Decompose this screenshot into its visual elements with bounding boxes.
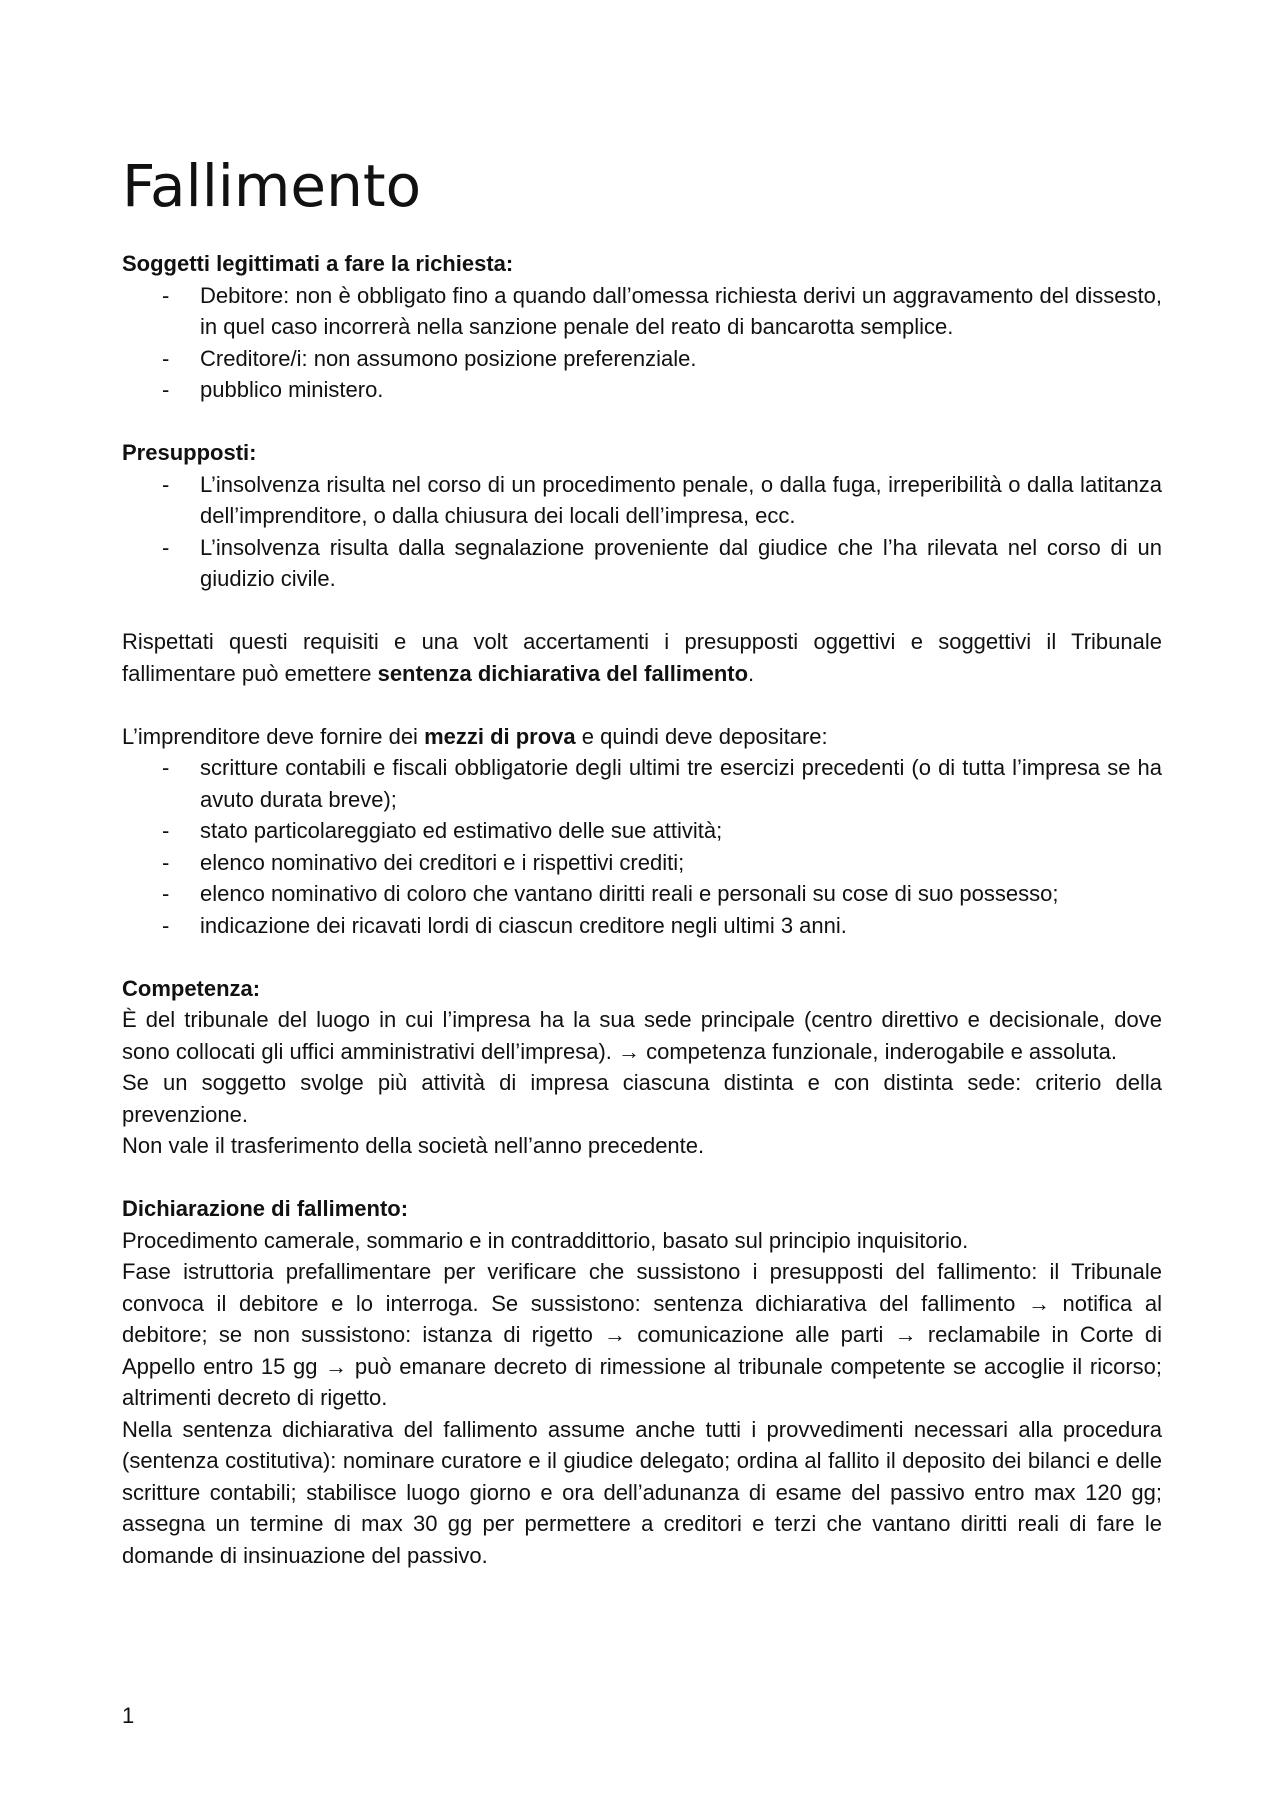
list-item: - elenco nominativo di coloro che vantano diritti reali e personali su cose di suo possesso; (122, 878, 1162, 910)
list-documenti (122, 752, 1162, 941)
paragraph: Se un soggetto svolge più attività di impresa ciascuna distinta e con distinta sede: criterio della prevenzione. (122, 1070, 1162, 1127)
section-heading-dichiarazione: Dichiarazione di fallimento: (122, 1196, 409, 1221)
list-bullet: - (162, 755, 170, 780)
paragraph: Procedimento camerale, sommario e in contraddittorio, basato sul principio inquisitorio. (122, 1227, 969, 1253)
paragraph: Nella sentenza dichiarativa del fallimento assume anche tutti i provvedimenti necessari alla procedura (sentenza costitutiva): nominare curatore e il giudice delegato; ordina al fallito il deposito dei bilanci e delle scritture contabili; stabilisce luogo giorno e ora dell’adunanza di esame del passivo entro max 120 gg; assegna un termine di max 30 gg per permettere a creditori e terzi che vantano diritti reali di fare le domande di insinuazione del passivo. (122, 1416, 1162, 1568)
list-bullet: - (162, 345, 170, 371)
section-heading-presupposti: Presupposti: (122, 440, 257, 465)
document-title: Fallimento (122, 152, 422, 220)
list-bullet: - (162, 471, 170, 497)
paragraph: Non vale il trasferimento della società nell’anno precedente. (122, 1133, 705, 1158)
section-heading-soggetti: Soggetti legittimati a fare la richiesta: (122, 251, 514, 276)
paragraph-requisiti: Rispettati questi requisiti e una volt accertamenti i presupposti oggettivi e soggettivi il Tribunale fallimentare può emettere sentenza dichiarativa del fallimento. (122, 629, 1162, 686)
page-content (122, 150, 1162, 1571)
list-item: - stato particolareggiato ed estimativo delle sue attività; (122, 815, 1162, 847)
list-presupposti (122, 469, 1162, 595)
list-bullet: - (162, 849, 170, 875)
list-item: - indicazione dei ricavati lordi di ciascun creditore negli ultimi 3 anni. (122, 910, 1162, 942)
list-item: - L’insolvenza risulta dalla segnalazione proveniente dal giudice che l’ha rilevata nel corso di un giudizio civile. (122, 532, 1162, 595)
list-item: - Debitore: non è obbligato fino a quando dall’omessa richiesta derivi un aggravamento del dissesto, in quel caso incorrerà nella sanzione penale del reato di bancarotta semplice. (122, 280, 1162, 343)
page-number: 1 (122, 1703, 135, 1728)
list-bullet: - (162, 534, 170, 560)
paragraph: Fase istruttoria prefallimentare per verificare che sussistono i presupposti del fallimento: il Tribunale convoca il debitore e lo interroga. Se sussistono: sentenza dichiarativa del fallimento → notifica al debitore; se non sussistono: istanza di rigetto → comunicazione alle parti → reclamabile in Corte di Appello entro 15 gg → può emanare decreto di rimessione al tribunale competente se accoglie il ricorso; altrimenti decreto di rigetto. (122, 1259, 1162, 1410)
list-item: - L’insolvenza risulta nel corso di un procedimento penale, o dalla fuga, irreperibilità o dalla latitanza dell’imprenditore, o dalla chiusura dei locali dell’impresa, ecc. (122, 469, 1162, 532)
list-item: - Creditore/i: non assumono posizione preferenziale. (122, 343, 1162, 375)
paragraph-mezzi-di-prova: L’imprenditore deve fornire dei mezzi di prova e quindi deve depositare: (122, 723, 828, 749)
list-soggetti (122, 280, 1162, 406)
list-bullet: - (162, 282, 170, 308)
list-item: - elenco nominativo dei creditori e i rispettivi crediti; (122, 847, 1162, 879)
paragraph: È del tribunale del luogo in cui l’impresa ha la sua sede principale (centro direttivo e decisionale, dove sono collocati gli uffici amministrativi dell’impresa). → competenza funzionale, inderogabile e assoluta. (122, 1007, 1162, 1064)
list-item: - pubblico ministero. (122, 374, 1162, 406)
list-bullet: - (162, 881, 170, 906)
list-bullet: - (162, 818, 170, 843)
list-bullet: - (162, 377, 170, 402)
section-heading-competenza: Competenza: (122, 975, 261, 1001)
list-bullet: - (162, 912, 170, 938)
list-item: - scritture contabili e fiscali obbligatorie degli ultimi tre esercizi precedenti (o di tutta l’impresa se ha avuto durata breve); (122, 752, 1162, 815)
